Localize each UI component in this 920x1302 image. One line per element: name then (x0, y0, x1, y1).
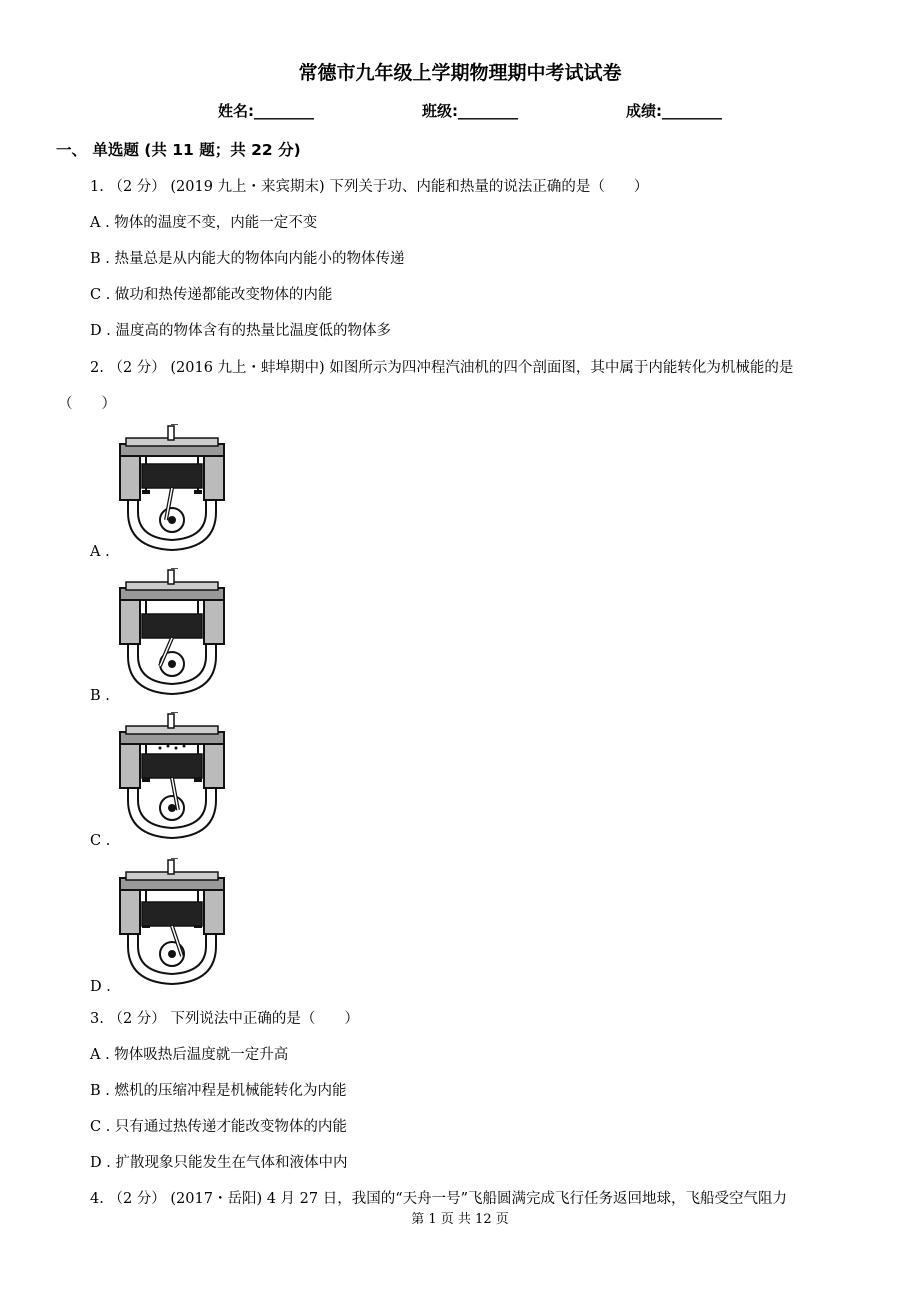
name-field: 姓名:________ (218, 102, 314, 120)
engine-diagram-c (116, 712, 228, 842)
question-1-stem: 1. （2 分） (2019 九上・来宾期末) 下列关于功、内能和热量的说法正确的是（ ） (90, 179, 649, 195)
engine-diagram-a (116, 424, 228, 554)
question-3-option-b: B . 燃机的压缩冲程是机械能转化为内能 (90, 1083, 347, 1099)
question-4-stem: 4. （2 分） (2017・岳阳) 4 月 27 日，我国的“天舟一号”飞船圆满完成飞行任务返回地球，飞船受空气阻力 (90, 1191, 788, 1207)
question-2-option-c: C . (90, 833, 111, 849)
question-3-option-c: C . 只有通过热传递才能改变物体的内能 (90, 1119, 347, 1135)
piston (142, 614, 202, 638)
question-1-option-c: C . 做功和热传递都能改变物体的内能 (90, 287, 333, 303)
piston (142, 464, 202, 488)
question-1-option-d: D . 温度高的物体含有的热量比温度低的物体多 (90, 323, 391, 339)
piston (142, 902, 202, 926)
question-1-option-a: A . 物体的温度不变，内能一定不变 (90, 215, 318, 231)
score-field: 成绩:________ (626, 102, 722, 120)
question-2-option-d: D . (90, 979, 111, 995)
section-heading: 一、 单选题 (共 11 题；共 22 分) (56, 141, 301, 159)
page-title: 常德市九年级上学期物理期中考试试卷 (298, 62, 622, 84)
piston (142, 754, 202, 778)
question-2-stem-continued: （ ） (58, 396, 116, 412)
question-2-option-a: A . (90, 544, 110, 560)
question-3-option-d: D . 扩散现象只能发生在气体和液体中内 (90, 1155, 348, 1171)
question-2-stem: 2. （2 分） (2016 九上・蚌埠期中) 如图所示为四冲程汽油机的四个剖面图，其中属于内能转化为机械能的是 (90, 360, 794, 376)
question-1-option-b: B . 热量总是从内能大的物体向内能小的物体传递 (90, 251, 405, 267)
engine-diagram-b (116, 568, 228, 698)
page-footer: 第 1 页 共 12 页 (411, 1212, 509, 1227)
question-3-stem: 3. （2 分） 下列说法中正确的是（ ） (90, 1011, 359, 1027)
class-field: 班级:________ (422, 102, 518, 120)
engine-diagram-d (116, 858, 228, 988)
question-2-option-b: B . (90, 688, 110, 704)
question-3-option-a: A . 物体吸热后温度就一定升高 (90, 1047, 289, 1063)
